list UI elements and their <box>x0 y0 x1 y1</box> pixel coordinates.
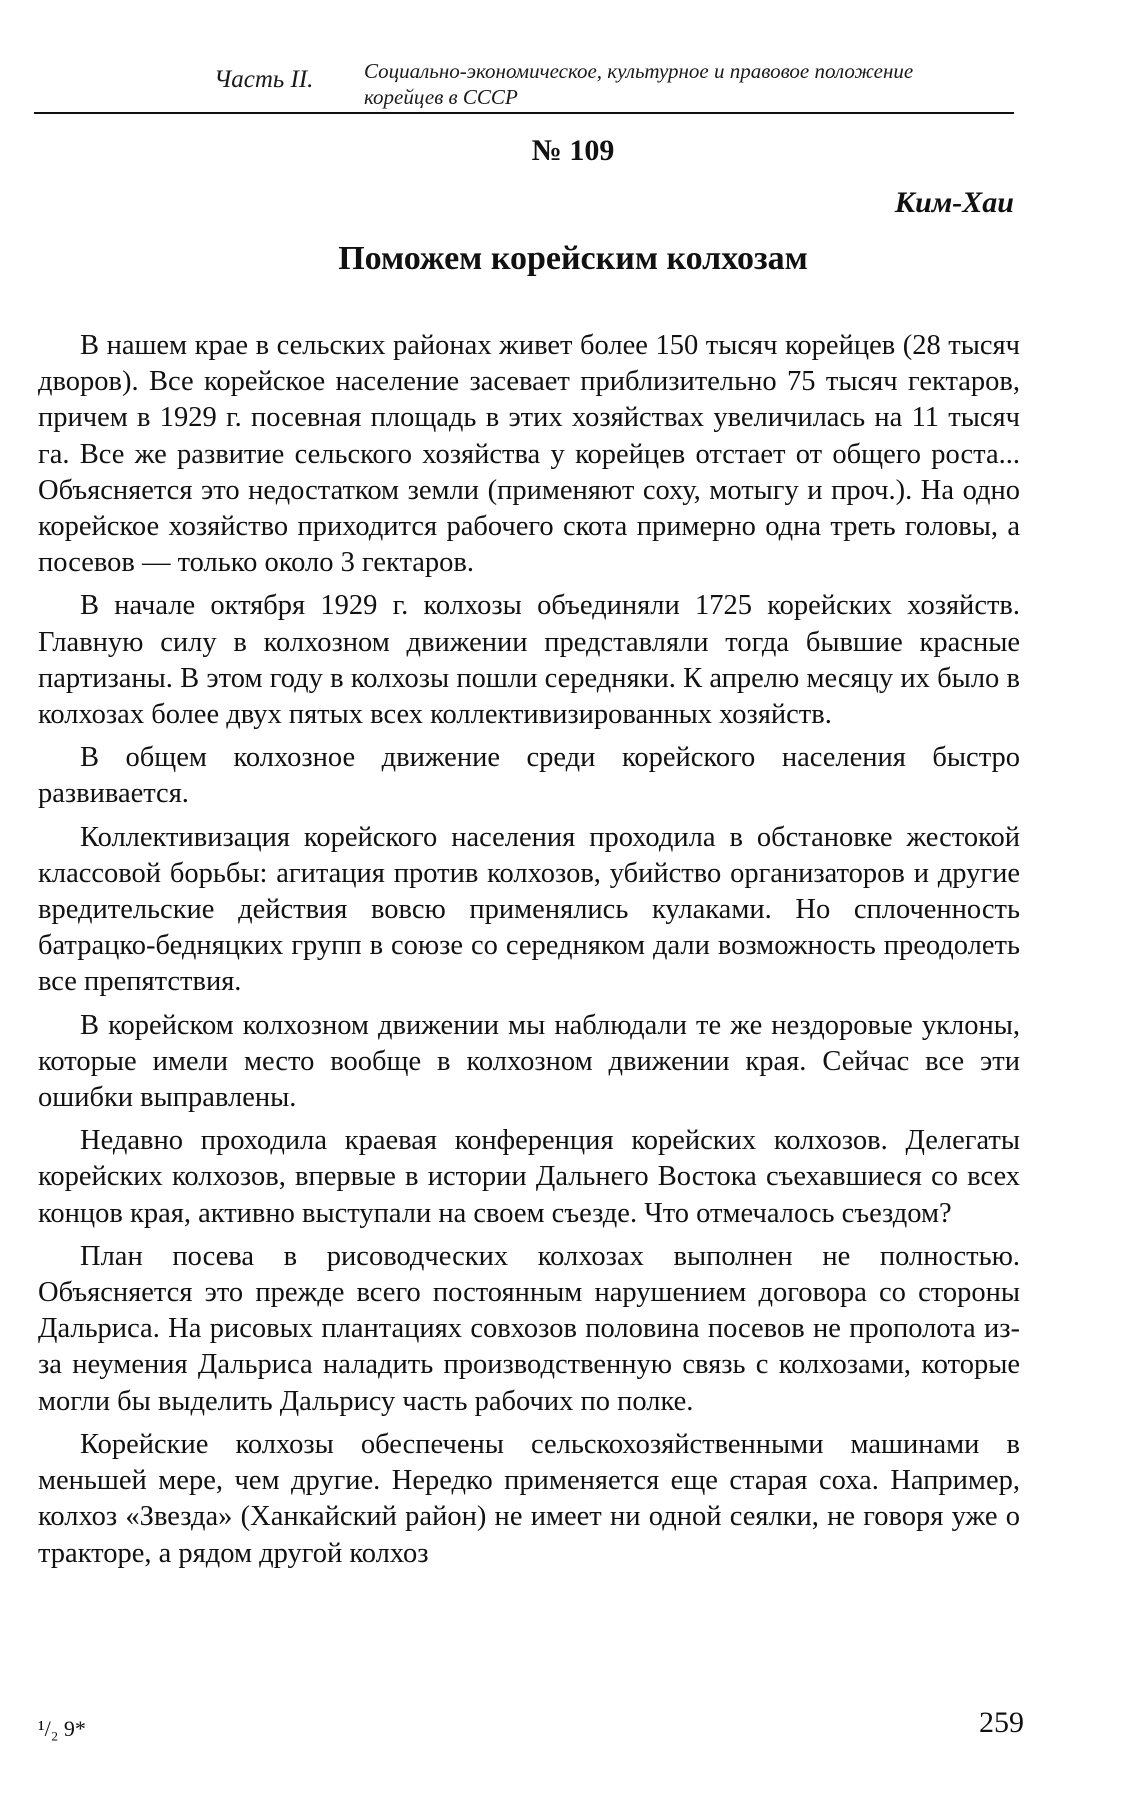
header-title-line-2: корейцев в СССР <box>364 85 518 109</box>
paragraph: Корейские колхозы обеспечены сельскохозяйственными машинами в меньшей мере, чем другие. Нередко применяется еще старая соха. Например, колхоз «Звезда» (Ханкайский район) не имеет ни одной сеялки, не говоря уже о тракторе, а рядом другой колхоз <box>38 1428 1020 1569</box>
paragraph: В корейском колхозном движении мы наблюдали те же нездоровые уклоны, которые имели место вообще в колхозном движении края. Сейчас все эти ошибки выправлены. <box>38 1009 1020 1114</box>
article-body <box>38 328 1020 1579</box>
signature-mark: ¹/₂ 9* <box>38 1716 86 1741</box>
header-title-line-1: Социально-экономическое, культурное и правовое положение <box>364 59 914 83</box>
page-number: 259 <box>979 1706 1024 1739</box>
header-part: Часть II. <box>214 66 314 93</box>
header-rule <box>34 112 1014 114</box>
paragraph: Недавно проходила краевая конференция корейских колхозов. Делегаты корейских колхозов, впервые в истории Дальнего Востока съехавшиеся со всех концов края, активно выступали на своем съезде. Что отмечалось съездом? <box>38 1125 1020 1229</box>
paragraph: Коллективизация корейского населения проходила в обстановке жестокой классовой борьбы: агитация против колхозов, убийство организаторов и другие вредительские действия вовсю применялись кулаками. Но сплоченность батрацко-бедняцких групп в союзе со середняком дали возможность преодолеть все препятствия. <box>38 821 1020 998</box>
paragraph: План посева в рисоводческих колхозах выполнен не полностью. Объясняется это прежде всего постоянным нарушением договора со стороны Дальриса. На рисовых плантациях совхозов половина посевов не прополота из-за неумения Дальриса наладить производственную связь с колхозами, которые могли бы выделить Дальрису часть рабочих по полке. <box>38 1240 1020 1417</box>
document-author: Ким-Хаи <box>894 186 1014 219</box>
header-title <box>364 58 1024 110</box>
document-number: № 109 <box>531 134 615 167</box>
paragraph: В начале октября 1929 г. колхозы объединяли 1725 корейских хозяйств. Главную силу в колхозном движении представляли тогда бывшие красные партизаны. В этом году в колхозы пошли середняки. К апрелю месяцу их было в колхозах более двух пятых всех коллективизированных хозяйств. <box>38 590 1020 731</box>
paragraph: В общем колхозное движение среди корейского населения быстро развивается. <box>38 742 1020 810</box>
paragraph: В нашем крае в сельских районах живет более 150 тысяч корейцев (28 тысяч дворов). Все корейское население засевает приблизительно 75 тысяч гектаров, причем в 1929 г. посевная площадь в этих хозяйствах увеличилась на 11 тысяч га. Все же развитие сельского хозяйства у корейцев отстает от общего роста... Объясняется это недостатком земли (применяют соху, мотыгу и проч.). На одно корейское хозяйство приходится рабочего скота примерно одна треть головы, а посевов — только около 3 гектаров. <box>38 330 1020 579</box>
document-title: Поможем корейским колхозам <box>338 240 808 277</box>
